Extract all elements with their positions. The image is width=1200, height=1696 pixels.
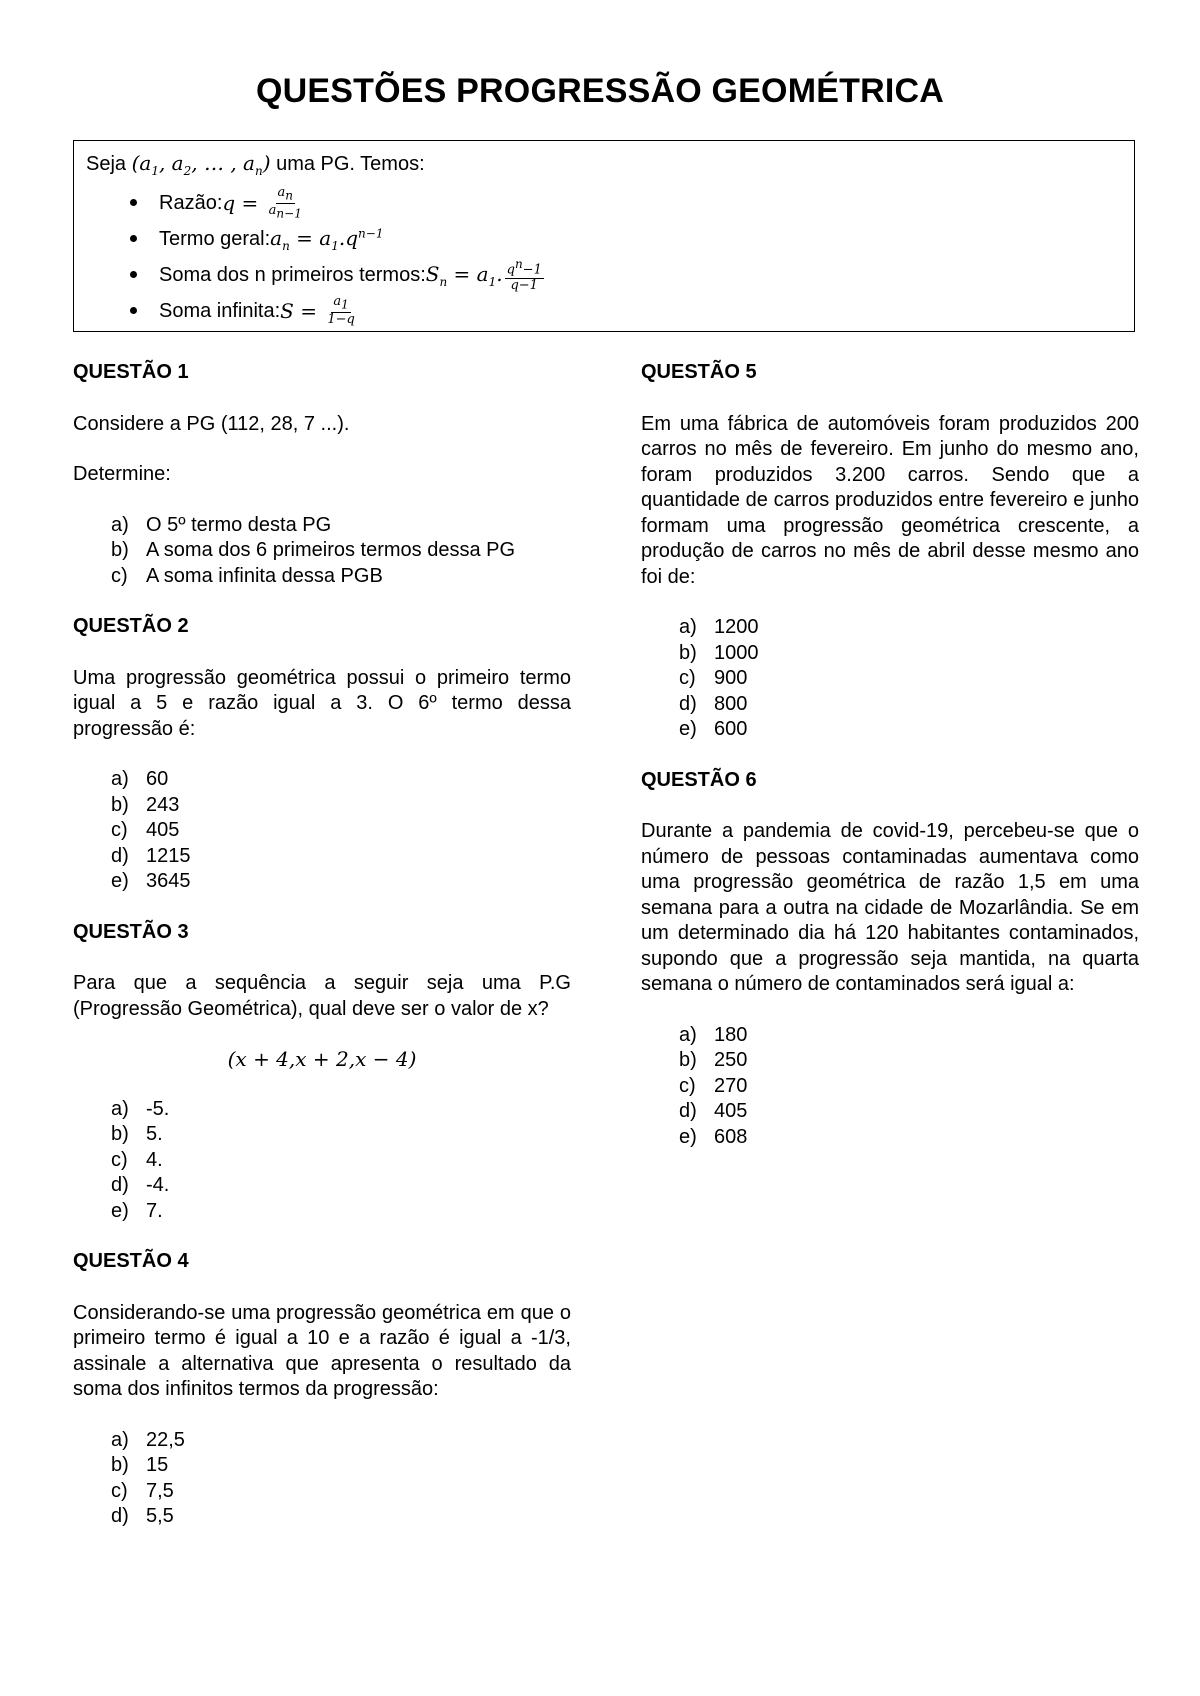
intro-text-start: Seja [86, 153, 132, 175]
option-item [73, 793, 571, 819]
option-list [73, 767, 571, 895]
option-item [73, 1173, 571, 1199]
option-item [73, 1122, 571, 1148]
option-text: 4. [146, 1148, 163, 1171]
option-label: a) [111, 1428, 129, 1451]
question-text: Em uma fábrica de automóveis foram produzidos 200 carros no mês de fevereiro. Em junho do mesmo ano, foram produzidos 3.200 carros. Sendo que a quantidade de carros produzidos entre fevereiro e junho formam uma progressão geométrica crescente, a produção de carros no mês de abril desse mesmo ano foi de: [641, 412, 1139, 588]
option-label: e) [679, 1125, 697, 1148]
option-list [641, 615, 1139, 743]
option-text: 900 [714, 667, 748, 689]
option-text: 180 [714, 1023, 748, 1046]
option-item [641, 1023, 1139, 1049]
question-title: QUESTÃO 3 [73, 920, 189, 943]
option-label: b) [111, 1454, 129, 1476]
option-label: b) [679, 641, 697, 664]
option-text: 600 [714, 718, 748, 740]
right-column [641, 360, 1139, 1175]
option-label: b) [679, 1049, 697, 1071]
option-item [73, 869, 571, 895]
option-label: d) [679, 692, 697, 715]
option-item [641, 1099, 1139, 1125]
option-item [73, 1479, 571, 1505]
option-text: 270 [714, 1074, 748, 1097]
bullet-icon [130, 271, 137, 278]
option-text: 5. [146, 1123, 163, 1145]
option-item [641, 615, 1139, 641]
option-text: 7. [146, 1199, 163, 1222]
option-item [641, 1074, 1139, 1100]
question-6 [641, 768, 1139, 1151]
question-3 [73, 920, 571, 1225]
formula-label: Soma infinita: [159, 299, 281, 322]
option-item [73, 1097, 571, 1123]
option-item [73, 844, 571, 870]
sequence-notation: ($a_1$, $a_2$, … , $a_n$) [131, 151, 271, 178]
question-5 [641, 360, 1139, 743]
formula-razao [86, 185, 1122, 221]
option-item [73, 513, 571, 539]
option-label: b) [111, 1123, 129, 1145]
option-list [73, 513, 571, 590]
option-text: 7,5 [146, 1479, 174, 1502]
left-column [73, 360, 571, 1555]
formula-expression: $S_n = a_1$. [425, 261, 503, 289]
question-1 [73, 360, 571, 589]
question-title: QUESTÃO 6 [641, 768, 757, 791]
question-2 [73, 614, 571, 895]
formula-label: Soma dos n primeiros termos: [159, 263, 426, 286]
formula-label: Razão: [159, 191, 223, 214]
option-label: e) [111, 870, 129, 892]
option-list [641, 1023, 1139, 1151]
question-text: Uma progressão geométrica possui o primeiro termo igual a 5 e razão igual a 3. O 6º termo dessa progressão é: [73, 666, 571, 740]
formula-label: Termo geral: [159, 227, 271, 250]
option-text: 60 [146, 768, 169, 790]
option-list [73, 1428, 571, 1530]
option-label: c) [679, 1074, 696, 1097]
option-text: 250 [714, 1049, 748, 1071]
option-item [73, 1428, 571, 1454]
question-text: Considerando-se uma progressão geométrica em que o primeiro termo é igual a 10 e a razão é igual a -1/3, assinale a alternativa que apresenta o resultado da soma dos infinitos termos da progressão: [73, 1301, 571, 1400]
option-label: a) [111, 768, 129, 790]
fraction: $\frac{a_n}{a_{n-1}}$ [268, 184, 302, 221]
option-item [641, 717, 1139, 743]
option-item [73, 1199, 571, 1225]
page-title: QUESTÕES PROGRESSÃO GEOMÉTRICA [256, 72, 944, 110]
option-text: 243 [146, 793, 180, 816]
option-label: d) [111, 844, 129, 867]
option-item [73, 1148, 571, 1174]
option-label: d) [679, 1100, 697, 1122]
intro-text-end: uma PG. Temos: [270, 153, 425, 175]
option-label: e) [111, 1199, 129, 1222]
sequence-expression: (x + 4,x + 2,x − 4) [227, 1047, 417, 1071]
question-title: QUESTÃO 1 [73, 361, 189, 383]
option-item [73, 538, 571, 564]
option-label: d) [111, 1505, 129, 1527]
formula-expression: $a_n = a_1.q^{n-1}$ [270, 225, 384, 253]
fraction: $\frac{q^n-1}{q-1}$ [506, 257, 542, 293]
formula-list [86, 185, 1122, 329]
option-text: 608 [714, 1125, 748, 1148]
formula-expression: S = [280, 299, 324, 323]
option-text: 800 [714, 692, 748, 715]
option-text: 405 [714, 1100, 748, 1122]
option-item [73, 767, 571, 793]
option-label: a) [679, 616, 697, 638]
option-label: c) [111, 1148, 128, 1171]
question-4 [73, 1249, 571, 1530]
question-text: Para que a sequência a seguir seja uma P.G (Progressão Geométrica), qual deve ser o valor de x? [73, 972, 571, 1020]
formula-expression: q = [222, 191, 265, 215]
question-title: QUESTÃO 2 [73, 615, 189, 637]
option-item [73, 1453, 571, 1479]
question-title: QUESTÃO 4 [73, 1250, 189, 1272]
question-text: Determine: [73, 463, 171, 485]
option-item [641, 666, 1139, 692]
option-item [641, 1048, 1139, 1074]
bullet-icon [130, 307, 137, 314]
option-list [73, 1097, 571, 1225]
option-label: c) [679, 667, 696, 689]
option-text: A soma dos 6 primeiros termos dessa PG [146, 539, 516, 561]
option-text: -5. [146, 1097, 170, 1120]
option-text: 3645 [146, 870, 191, 892]
fraction: $\frac{a_1}{1-q}$ [327, 294, 355, 327]
option-item [73, 1504, 571, 1530]
option-label: a) [111, 513, 129, 536]
option-text: O 5º termo desta PG [146, 513, 332, 536]
option-label: c) [111, 564, 128, 587]
option-text: 405 [146, 819, 180, 841]
formula-intro [86, 151, 1122, 183]
option-label: c) [111, 819, 128, 841]
question-text: Considere a PG (112, 28, 7 ...). [73, 412, 350, 435]
formula-box [73, 140, 1135, 332]
option-item [641, 692, 1139, 718]
option-item [641, 641, 1139, 667]
option-text: 1200 [714, 616, 759, 638]
option-label: b) [111, 539, 129, 561]
option-text: 1000 [714, 641, 759, 664]
option-label: b) [111, 793, 129, 816]
question-text: Durante a pandemia de covid-19, percebeu-se que o número de pessoas contaminadas aumentava como uma progressão geométrica de razão 1,5 em uma semana para a outra na cidade de Mozarlândia. Se em um determinado dia há 120 habitantes contaminados, supondo que a progressão seja mantida, na quarta semana o número de contaminados será igual a: [641, 820, 1139, 995]
option-label: a) [111, 1097, 129, 1120]
option-item [73, 564, 571, 590]
option-text: 22,5 [146, 1428, 185, 1451]
formula-termo-geral [86, 221, 1122, 257]
bullet-icon [130, 199, 137, 206]
option-text: -4. [146, 1174, 170, 1196]
option-label: a) [679, 1023, 697, 1046]
bullet-icon [130, 235, 137, 242]
option-label: c) [111, 1479, 128, 1502]
option-label: e) [679, 718, 697, 740]
question-title: QUESTÃO 5 [641, 361, 757, 383]
option-text: 15 [146, 1454, 169, 1476]
option-item [73, 818, 571, 844]
formula-soma-n [86, 257, 1122, 293]
formula-soma-infinita [86, 293, 1122, 329]
option-label: d) [111, 1174, 129, 1196]
option-item [641, 1125, 1139, 1151]
option-text: A soma infinita dessa PGB [146, 564, 383, 587]
option-text: 5,5 [146, 1505, 174, 1527]
option-text: 1215 [146, 844, 191, 867]
